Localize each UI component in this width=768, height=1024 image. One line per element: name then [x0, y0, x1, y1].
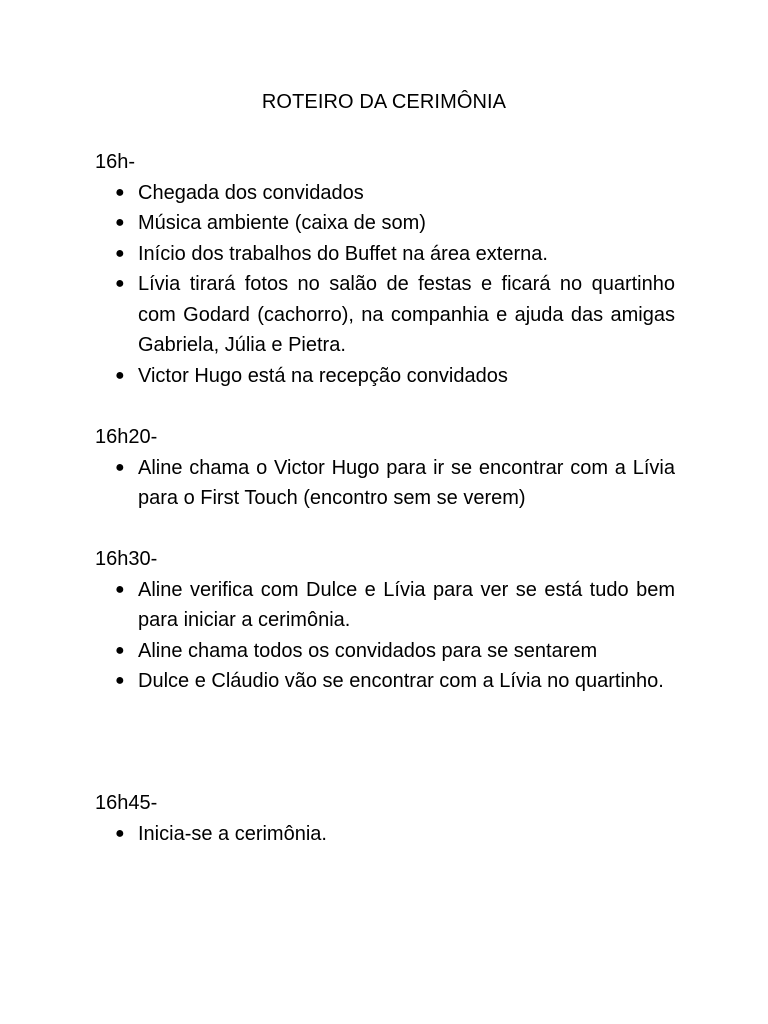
- bullet-icon: ●: [115, 244, 125, 262]
- list-item: [95, 636, 675, 667]
- section-time: 16h45-: [95, 792, 158, 814]
- list-item: [95, 361, 675, 392]
- list-item-text: Música ambiente (caixa de som): [138, 212, 426, 234]
- list-item-text: Aline verifica com Dulce e Lívia para ver se está tudo bem para iniciar a cerimônia.: [138, 578, 675, 631]
- list-item: [95, 453, 675, 514]
- list-item-text: Aline chama o Victor Hugo para ir se encontrar com a Lívia para o First Touch (encontro sem se verem): [138, 456, 675, 509]
- bullet-icon: ●: [115, 183, 125, 201]
- bullet-icon: ●: [115, 458, 125, 476]
- bullet-icon: ●: [115, 275, 125, 292]
- list-item-text: Victor Hugo está na recepção convidados: [138, 364, 508, 387]
- list-item: [95, 666, 675, 697]
- item-list: [95, 575, 675, 697]
- list-item: [95, 239, 675, 270]
- list-item-text: Aline chama todos os convidados para se sentarem: [138, 639, 598, 662]
- bullet-icon: ●: [115, 366, 125, 384]
- list-item: [95, 819, 675, 850]
- schedule-section-16h20: [95, 422, 675, 514]
- schedule-section-16h30: [95, 544, 675, 697]
- list-item: [95, 208, 675, 239]
- section-time: 16h30-: [95, 548, 158, 570]
- section-time: 16h-: [95, 151, 136, 173]
- list-item-text: Lívia tirará fotos no salão de festas e ficará no quartinho com Godard (cachorro), na companhia e ajuda das amigas Gabriela, Júlia e Pietra.: [138, 273, 675, 356]
- item-list: [95, 453, 675, 514]
- list-item-text: Chegada dos convidados: [138, 181, 364, 204]
- section-time: 16h20-: [95, 426, 158, 448]
- item-list: [95, 819, 675, 850]
- bullet-icon: ●: [115, 672, 125, 689]
- list-item-text: Dulce e Cláudio vão se encontrar com a Lívia no quartinho.: [138, 670, 664, 692]
- list-item-text: Início dos trabalhos do Buffet na área externa.: [138, 242, 548, 265]
- schedule-section-16h: [95, 147, 675, 391]
- bullet-icon: ●: [115, 641, 125, 659]
- list-item: [95, 178, 675, 209]
- bullet-icon: ●: [115, 580, 125, 598]
- bullet-icon: ●: [115, 824, 125, 842]
- list-item-text: Inicia-se a cerimônia.: [138, 822, 327, 845]
- list-item: [95, 269, 675, 361]
- document-title: ROTEIRO DA CERIMÔNIA: [261, 91, 507, 113]
- item-list: [95, 178, 675, 392]
- bullet-icon: ●: [115, 214, 125, 231]
- schedule-section-16h45: [95, 788, 675, 849]
- list-item: [95, 575, 675, 636]
